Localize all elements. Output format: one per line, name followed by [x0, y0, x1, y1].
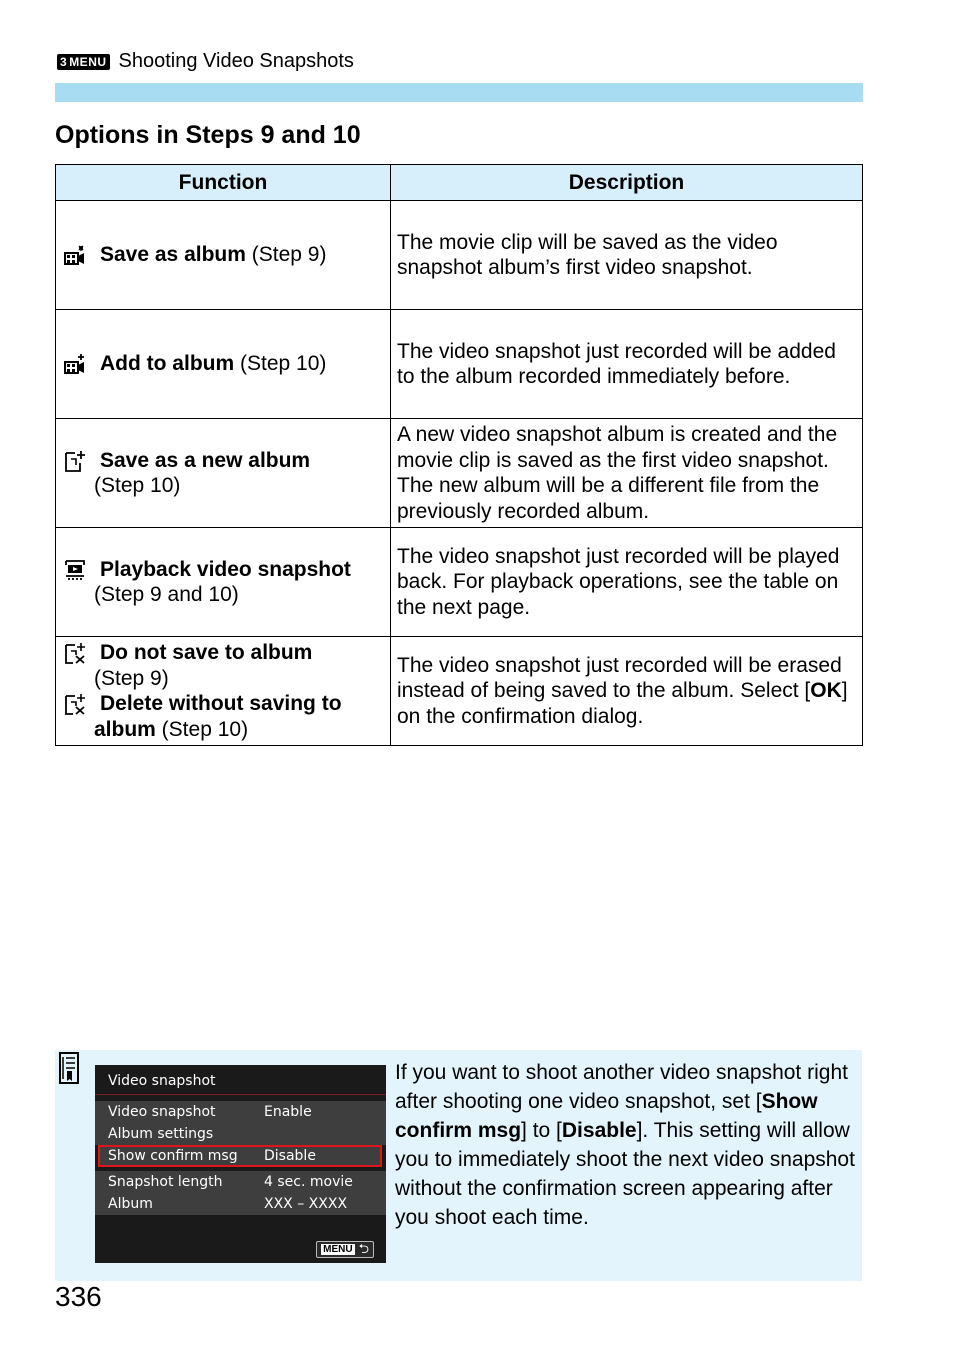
header-title: Shooting Video Snapshots	[118, 50, 354, 72]
function-name: Playback video snapshot	[100, 557, 351, 581]
screen-divider	[95, 1094, 386, 1095]
menu-row-album-settings[interactable]	[95, 1123, 386, 1145]
function-step: (Step 10)	[234, 352, 327, 376]
description-text: The video snapshot just recorded will be erased instead of being saved to the album. Select [	[397, 653, 842, 703]
menu-row-value: 4 sec. movie	[264, 1174, 353, 1190]
description-cell: A new video snapshot album is created and the movie clip is saved as the first video snapshot. The new album will be a different file from the previously recorded album.	[391, 419, 863, 528]
delete-icon	[64, 693, 86, 715]
playback-icon	[64, 559, 86, 581]
menu-row-label: Album	[108, 1196, 153, 1212]
camera-menu-screen	[95, 1065, 386, 1263]
note-text-part: ] to [	[521, 1119, 562, 1142]
function-name: Save as a new album	[100, 448, 311, 472]
note-text-part: ]. This setting will allow you to immediately shoot the next video snapshot without the confirmation screen appearing after you shoot each time.	[395, 1119, 855, 1229]
description-cell	[391, 637, 863, 746]
function-step: (Step 10)	[94, 474, 181, 497]
function-cell	[56, 201, 391, 310]
function-cell	[56, 528, 391, 637]
note-text	[395, 1058, 855, 1232]
function-name: Save as album	[100, 243, 246, 267]
menu-back-button[interactable]	[316, 1241, 374, 1258]
note-text-part: If you want to shoot another video snapshot right after shooting one video snapshot, set [	[395, 1061, 848, 1113]
menu-row-value: XXX – XXXX	[264, 1196, 348, 1212]
description-cell: The video snapshot just recorded will be played back. For playback operations, see the table on the next page.	[391, 528, 863, 637]
note-bold-value: Disable	[561, 1119, 637, 1142]
function-step: (Step 9)	[94, 666, 169, 690]
page-number: 336	[55, 1281, 102, 1312]
header-bar	[55, 83, 863, 102]
menu-row-video-snapshot[interactable]	[95, 1101, 386, 1123]
memo-icon	[58, 1051, 80, 1085]
column-header-function: Function	[56, 165, 391, 201]
save-album-icon	[64, 244, 86, 266]
menu-row-label: Video snapshot	[108, 1104, 216, 1120]
delete-icon	[64, 642, 86, 664]
menu-row-label: Album settings	[108, 1126, 214, 1142]
menu-row-value: Enable	[264, 1104, 312, 1120]
function-cell	[56, 637, 391, 746]
menu-tab-label: MENU	[69, 54, 107, 69]
function-step: (Step 9 and 10)	[94, 583, 239, 606]
description-text: ] on the confirmation dialog.	[397, 679, 848, 728]
menu-row-label: Show confirm msg	[108, 1148, 238, 1164]
description-cell: The movie clip will be saved as the video snapshot album’s first video snapshot.	[391, 201, 863, 310]
menu-row-snapshot-length[interactable]	[95, 1171, 386, 1193]
function-name: Add to album	[100, 352, 235, 376]
column-header-description: Description	[391, 165, 863, 201]
function-step: (Step 9)	[245, 243, 327, 267]
menu-tab-number: 3	[60, 54, 68, 69]
add-album-icon	[64, 353, 86, 375]
menu-row-album[interactable]	[95, 1193, 386, 1215]
note-box	[55, 1050, 862, 1281]
table-header-row	[56, 165, 863, 201]
back-arrow-icon: ⮌	[358, 1242, 369, 1257]
note-bold-setting: Show confirm msg	[395, 1090, 818, 1142]
function-name: Delete without saving to	[100, 692, 342, 715]
table-row	[56, 419, 863, 528]
table-row	[56, 637, 863, 746]
description-bold: OK	[810, 679, 842, 703]
new-album-icon	[64, 450, 86, 472]
description-cell: The video snapshot just recorded will be added to the album recorded immediately before.	[391, 310, 863, 419]
function-cell	[56, 310, 391, 419]
menu-button-label: MENU	[323, 1244, 353, 1255]
menu-row-label: Snapshot length	[108, 1174, 223, 1190]
function-cell	[56, 419, 391, 528]
function-name-cont: album	[94, 717, 156, 741]
table-row	[56, 310, 863, 419]
menu-tab-badge	[57, 54, 110, 70]
function-step: (Step 10)	[155, 717, 249, 741]
function-name: Do not save to album	[100, 641, 313, 664]
page-header	[57, 50, 354, 73]
options-table	[55, 164, 863, 746]
screen-title: Video snapshot	[108, 1073, 216, 1089]
section-title: Options in Steps 9 and 10	[55, 121, 361, 149]
menu-row-value: Disable	[264, 1148, 316, 1164]
menu-row-show-confirm-msg[interactable]	[98, 1145, 382, 1167]
table-row	[56, 528, 863, 637]
table-row	[56, 201, 863, 310]
